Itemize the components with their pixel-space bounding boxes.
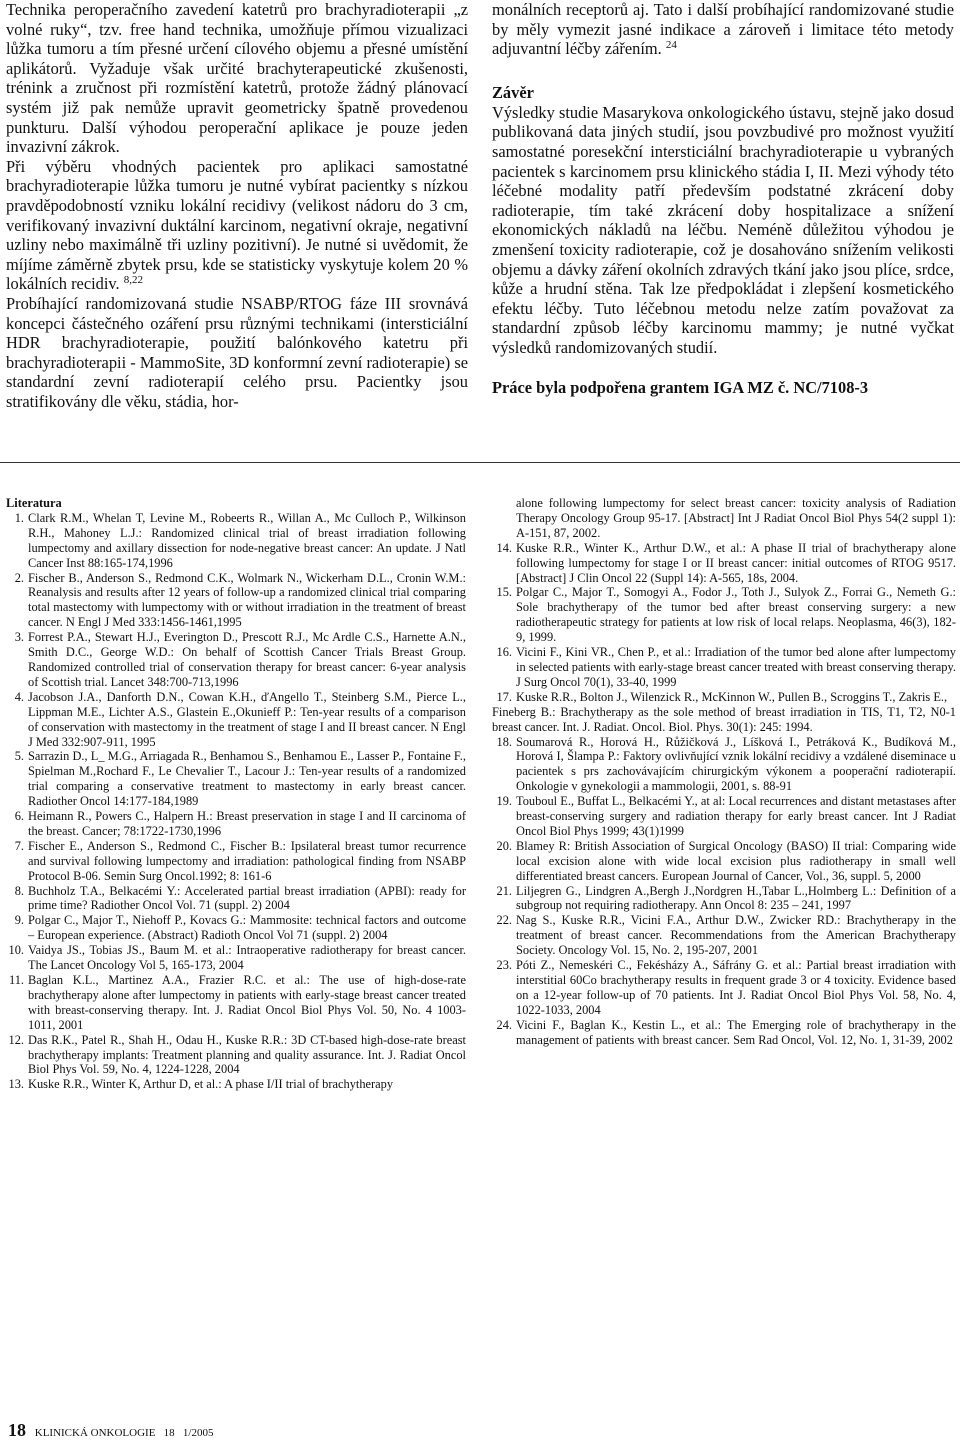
reference-item: [4, 571, 466, 631]
section-divider: [0, 462, 960, 463]
reference-item: [4, 749, 466, 809]
reference-item: [4, 1077, 466, 1092]
reference-item: [4, 809, 466, 839]
reference-text: Touboul E., Buffat L., Belkacémi Y., at al: Local recurrences and distant metastases after breast-conserving surgery and radiation therapy for early breast cancer. Int J Radiat Oncol Biol Phys 1999; 43(1)1999: [516, 794, 956, 838]
reference-number: 16.: [496, 645, 512, 660]
reference-text: Póti Z., Nemeskéri C., Fekésházy A., Sáfrány G. et al.: Partial breast irradiation with interstitial 60Co brachytherapy results in frequent grade 3 or 4 toxicity. Evidence based on a 12-year follow-up of 70 patients. Int J. Radiat Oncol Biol Phys Vol. 58, No. 4, 1022-1033, 2004: [516, 958, 956, 1017]
section-heading-conclusion: Závěr: [492, 82, 534, 102]
reference-item: [492, 735, 956, 795]
reference-continuation: Fineberg B.: Brachytherapy as the sole method of breast irradiation in TIS, T1, T2, N0-1 breast cancer. Int. J. Radiat. Oncol. Biol. Phys. 30(1): 245: 1994.: [492, 704, 956, 734]
reference-list: [4, 511, 466, 1092]
reference-number: 13.: [8, 1077, 24, 1092]
reference-item: [492, 690, 956, 705]
reference-item: [4, 943, 466, 973]
left-text-column: [6, 0, 468, 411]
reference-item: [4, 884, 466, 914]
references-left-column: [4, 496, 466, 1092]
reference-text: Polgar C., Major T., Somogyi A., Fodor J., Toth J., Sulyok Z., Forrai G., Nemeth G.: Sole brachytherapy of the tumor bed after breast conserving surgery: a new radiotherapeutic strategy for patients at low risk of local relaps. Neoplasma, 46(3), 182-9, 1999.: [516, 585, 956, 645]
reference-item: [492, 585, 956, 645]
reference-text: Soumarová R., Horová H., Růžičková J., Líšková I., Petráková K., Budíková M., Horová I, Šlampa P.: Faktory ovlivňující vznik lokální recidivy a vzdálené diseminace u pacientek s prs zachovávajícím chirurgickým výkonem a pooperační radioterapií. Onkologie v gynekologii a mammologii, 2001, s. 88-91: [516, 734, 956, 794]
reference-text: Fischer E., Anderson S., Redmond C., Fischer B.: Ipsilateral breast tumor recurrence and survival following lumpectomy and irradiation: pathological finding from NSABP Protocol B-06. Semin Surg Oncol.1992; 8: 161-6: [28, 838, 466, 883]
page-number: 18: [8, 1420, 26, 1440]
reference-number: 4.: [14, 689, 24, 704]
reference-number: 17.: [496, 689, 512, 704]
reference-text: Buchholz T.A., Belkacémi Y.: Accelerated partial breast irradiation (APBI): ready for prime time? Radiother Oncol Vol. 71 (suppl. 2) 2004: [28, 883, 466, 913]
reference-number: 5.: [14, 749, 24, 764]
reference-number: 14.: [496, 540, 512, 555]
reference-text: Blamey R: British Association of Surgical Oncology (BASO) II trial: Comparing wide local excision alone with wide local excision plus radiotherapy in small well differentiated breast cancers. European Journal of Cancer, Vol., 36, suppl. 5, 2000: [516, 838, 956, 883]
reference-item: [492, 1018, 956, 1048]
references-title: Literatura: [6, 496, 62, 510]
reference-text: Das R.K., Patel R., Shah H., Odau H., Kuske R.R.: 3D CT-based high-dose-rate breast brachytherapy implants: Treatment planning and quality assurance. Int. J. Radiat Oncol Biol Phys Vol. 59, No. 4, 1224-1228, 2004: [28, 1032, 466, 1077]
reference-text: Clark R.M., Whelan T, Levine M., Robeerts R., Willan A., Mc Culloch P., Wilkinson R.H., Mahoney L.J.: Randomized clinical trial of breast irradiation following lumpectomy and axillary dissection for node-negative breast cancer: An update. J Natl Cancer Inst 88:165-174,1996: [28, 510, 466, 570]
reference-item: [4, 973, 466, 1033]
right-text-column: [492, 0, 954, 398]
reference-text: Heimann R., Powers C., Halpern H.: Breast preservation in stage I and II carcinoma of the breast. Cancer; 78:1722-1730,1996: [28, 809, 466, 838]
reference-text: Kuske R.R., Bolton J., Wilenzick R., McKinnon W., Pullen B., Scroggins T., Zakris E.,: [516, 689, 948, 704]
paragraph-receptors-text: monálních receptorů aj. Tato i další probíhající randomizované studie by měly vymezit jasné indikace a zároveň i limitace této metody adjuvantní léčby zářením.: [492, 0, 954, 59]
references-right-column: [492, 496, 956, 1048]
paragraph-patient-selection-text: Při výběru vhodných pacientek pro aplikaci samostatné brachyradioterapie lůžka tumoru je nutné vybírat pacientky s nízkou pravděpodobností vzniku lokální recidivy (velikost nádoru do 3 cm, verifikovaný invazivní duktální karcinom, negativní okraje, negativní uzliny nebo maximálně tři uzliny pozitivní). Je nutné si uvědomit, že míjíme záměrně zbytek prsu, kde se statisticky vyskytuje kolem 20 % lokálních recidiv.: [6, 156, 468, 294]
reference-item: [4, 511, 466, 571]
reference-number: 22.: [496, 913, 512, 928]
reference-number: 8.: [14, 883, 24, 898]
reference-number: 21.: [496, 883, 512, 898]
reference-text: Vicini F., Baglan K., Kestin L., et al.: The Emerging role of brachytherapy in the management of patients with breast cancer. Sem Rad Oncol, Vol. 12, No. 1, 31-39, 2002: [516, 1017, 956, 1047]
reference-text: Nag S., Kuske R.R., Vicini F.A., Arthur D.W., Zwicker RD.: Brachytherapy in the treatment of breast cancer. Recommendations from the American Brachytherapy Society. Oncology Vol. 15, No. 2, 195-207, 2001: [516, 913, 956, 958]
grant-acknowledgement: Práce byla podpořena grantem IGA MZ č. NC/7108-3: [492, 377, 869, 397]
reference-list: [492, 541, 956, 705]
reference-item: [4, 1033, 466, 1078]
reference-item: [492, 645, 956, 690]
reference-item: [4, 913, 466, 943]
reference-item: [492, 794, 956, 839]
reference-number: 9.: [14, 913, 24, 928]
reference-text: Kuske R.R., Winter K, Arthur D, et al.: A phase I/II trial of brachytherapy: [28, 1077, 394, 1092]
reference-item: [492, 884, 956, 914]
journal-name: KLINICKÁ ONKOLOGIE 18 1/2005: [34, 1427, 214, 1439]
reference-item: [492, 958, 956, 1018]
reference-item: [492, 913, 956, 958]
reference-item: [4, 839, 466, 884]
reference-number: 20.: [496, 838, 512, 853]
paragraph-nsabp-study: Probíhající randomizovaná studie NSABP/RTOG fáze III srovnává koncepci částečného ozáření prsu různými technikami (intersticiální HDR brachyradioterapie, použití balónkového katetru při brachyradioterapii - MammoSite, 3D konformní zevní radioterapie) se standardní zevní radioterapií celého prsu. Pacientky jsou stratifikovány dle věku, stádia, hor-: [6, 293, 468, 411]
reference-number: 15.: [496, 585, 512, 600]
reference-number: 19.: [496, 794, 512, 809]
reference-number: 12.: [8, 1032, 24, 1047]
reference-number: 23.: [496, 958, 512, 973]
reference-item: [492, 839, 956, 884]
page-footer: [8, 1420, 213, 1441]
reference-number: 1.: [14, 510, 24, 525]
reference-text: Kuske R.R., Winter K., Arthur D.W., et al.: A phase II trial of brachytherapy alone following lumpectomy for stage I or II breast cancer: initial outcomes of RTOG 9517. [Abstract] J Clin Oncol 22 (Suppl 14): A-565, 18s, 2004.: [516, 540, 956, 585]
reference-text: Forrest P.A., Stewart H.J., Everington D., Prescott R.J., Mc Ardle C.S., Harnette A.N., Smith D.C., George W.D.: On behalf of Scottish Cancer Trials Breast Group. Randomized controlled trial of conservation therapy for breast cancer: 6-year analysis of Scottish trial. Lancet 348:700-713,1996: [28, 630, 466, 689]
paragraph-free-hand: Technika peroperačního zavedení katetrů pro brachyradioterapii „z volné ruky“, tzv. free hand technika, umožňuje přímou vizualizaci lůžka tumoru a tím přesné určení cílového objemu a přesné umístění aplikátorů. Vyžaduje však určité brachyterapeutické zkušenosti, trénink a zručnost při rozmístění katetrů, protože žádný plánovací systém již pak nemůže upravit geometricky špatně provedenou punkturu. Další výhodou peroperační aplikace je pouze jeden invazivní zákrok.: [6, 0, 468, 157]
reference-item: [4, 630, 466, 690]
reference-text: Vaidya JS., Tobias JS., Baum M. et al.: Intraoperative radiotherapy for breast cancer. The Lancet Oncology Vol 5, 165-173, 2004: [28, 943, 466, 973]
reference-text: Jacobson J.A., Danforth D.N., Cowan K.H., ďAngello T., Steinberg S.M., Pierce L., Lippman M.E., Lichter A.S., Glastein E.,Okunieff P.: Ten-year results of a comparison of conservation with mastectomy in the treatment of stage I and II breast cancer. N Engl J Med 332:907-911, 1995: [28, 689, 466, 749]
reference-text: Liljegren G., Lindgren A.,Bergh J.,Nordgren H.,Tabar L.,Holmberg L.: Definition of a subgroup not requiring radiotherapy. Ann Oncol 8: 235 – 241, 1997: [516, 883, 956, 913]
reference-number: 7.: [14, 838, 24, 853]
reference-number: 6.: [14, 809, 24, 824]
reference-text: Vicini F., Kini VR., Chen P., et al.: Irradiation of the tumor bed alone after lumpectomy in selected patients with early-stage breast cancer treated with breast conserving therapy. J Surg Oncol 70(1), 33-40, 1999: [516, 645, 956, 689]
reference-text: Fischer B., Anderson S., Redmond C.K., Wolmark N., Wickerham D.L., Cronin W.M.: Reanalysis and results after 12 years of follow-up a randomized clinical trial comparing total mastectomy with lumpectomy with or without irradiation in the treatment of breast cancer. N Engl J Med 333:1456-1461,1995: [28, 570, 466, 630]
reference-number: 24.: [496, 1017, 512, 1032]
reference-number: 3.: [14, 630, 24, 645]
citation-superscript: 24: [665, 39, 677, 52]
paragraph-patient-selection: [6, 157, 468, 294]
reference-item: [4, 690, 466, 750]
reference-item: [492, 541, 956, 586]
reference-continuation: alone following lumpectomy for select breast cancer: toxicity analysis of Radiation Therapy Oncology Group 95-17. [Abstract] Int J Radiat Oncol Biol Phys 54(2 suppl 1): A-151, 87, 2002.: [516, 496, 956, 540]
reference-number: 10.: [8, 943, 24, 958]
reference-number: 2.: [14, 570, 24, 585]
reference-text: Polgar C., Major T., Niehoff P., Kovacs G.: Mammosite: technical factors and outcome – European experience. (Abstract) Radioth Oncol Vol 71 (suppl. 2) 2004: [28, 913, 466, 943]
reference-text: Sarrazin D., L_ M.G., Arriagada R., Benhamou S., Benhamou E., Lasser P., Fontaine F., Spielman M.,Rochard F., Le Chevalier T., Lacour J.: Ten-year results of a randomized trial comparing a conservative treatment to mastectomy in early breast cancer. Radiother Oncol 14:177-184,1989: [28, 749, 466, 809]
paragraph-receptors: [492, 0, 954, 59]
reference-text: Baglan K.L., Martinez A.A., Frazier R.C. et al.: The use of high-dose-rate brachytherapy alone after lumpectomy in patients with early-stage breast cancer treated with breast-conserving therapy. Int. J. Radiat Oncol Biol Phys Vol. 50, No. 4 1003-1011, 2001: [28, 973, 466, 1032]
reference-number: 18.: [496, 734, 512, 749]
reference-number: 11.: [8, 973, 24, 987]
citation-superscript: 8,22: [123, 274, 143, 287]
reference-list: [492, 735, 956, 1048]
paragraph-conclusion: Výsledky studie Masarykova onkologického ústavu, stejně jako dosud publikovaná data jiných studií, jsou povzbudivé pro možnost využití samostatné poresekční intersticiální brachyradioterapie u vybraných pacientek s karcinomem prsu klinického stádia I, II. Mezi výhody této léčebné modality patří především podstatné zkrácení doby radioterapie, tím také zkrácení doby hospitalizace a snížení ekonomických nákladů na léčbu. Neméně důležitou výhodou je zmenšení toxicity radioterapie, což je dosahováno snížením velikosti objemu a dávky záření okolních zdravých tkání jako jsou plíce, srdce, kůže a hrudní stěna. Tak lze předpokládat i zlepšení kosmetického efektu léčby. Tuto léčebnou metodu nelze zatím považovat za standardní způsob léčby karcinomu mammy; je nutné vyčkat výsledků randomizovaných studií.: [492, 102, 954, 357]
